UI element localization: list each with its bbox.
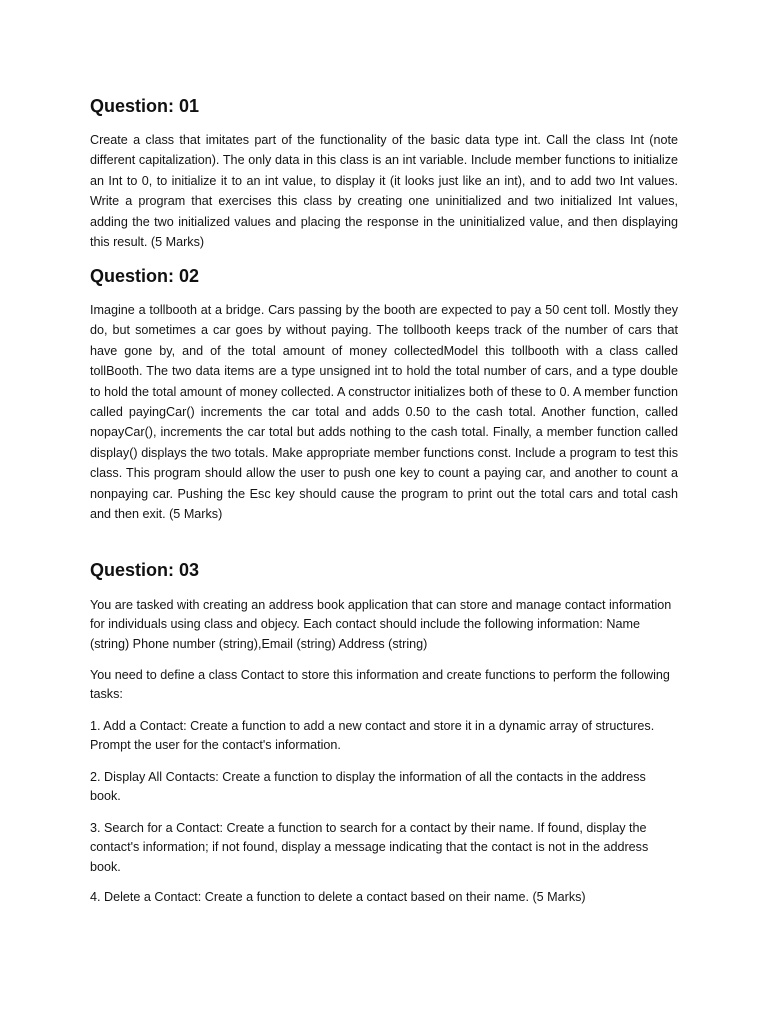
question-03-title: Question: 03 — [90, 560, 200, 580]
question-02-title: Question: 02 — [90, 266, 200, 286]
question-03-task-3: 3. Search for a Contact: Create a function to search for a contact by their name. If found, display the contact's information; if not found, display a message indicating that the contact is not in the address book. — [90, 821, 649, 874]
question-03-task-1: 1. Add a Contact: Create a function to add a new contact and store it in a dynamic array of structures. Prompt the user for the contact's information. — [90, 719, 655, 753]
question-02-text: Imagine a tollbooth at a bridge. Cars passing by the booth are expected to pay a 50 cent toll. Mostly they do, but sometimes a car goes by without paying. The tollbooth keeps track of the number of cars that have gone by, and of the total amount of money collectedModel this tollbooth with a class called tollBooth. The two data items are a type unsigned int to hold the total number of cars, and a type double to hold the total amount of money collected. A constructor initializes both of these to 0. A member function called payingCar() increments the car total and adds 0.50 to the cash total. Another function, called nopayCar(), increments the car total but adds nothing to the cash total. Finally, a member function called display() displays the two totals. Make appropriate member functions const. Include a program to test this class. This program should allow the user to push one key to count a paying car, and another to count a nonpaying car. Pushing the Esc key should cause the program to print out the total cars and total cash and then exit. (5 Marks) — [90, 303, 678, 522]
question-01-text: Create a class that imitates part of the functionality of the basic data type int. Call the class Int (note different capitalization). The only data in this class is an int variable. Include member functions to initialize an Int to 0, to initialize it to an int value, to display it (it looks just like an int), and to add two Int values. Write a program that exercises this class by creating one uninitialized and two initialized Int values, adding the two initialized values and placing the response in the uninitialized value, and then displaying this result. (5 Marks) — [90, 133, 678, 250]
question-03-task-2: 2. Display All Contacts: Create a function to display the information of all the contacts in the address book. — [90, 770, 646, 804]
question-03-task-4: 4. Delete a Contact: Create a function to delete a contact based on their name. (5 Marks) — [90, 890, 586, 904]
question-01-title: Question: 01 — [90, 96, 200, 116]
question-03-intro: You are tasked with creating an address book application that can store and manage contact information for individuals using class and objecy. Each contact should include the following information: Name (string) Phone number (string),Email (string) Address (string) — [90, 598, 672, 651]
question-03-task-intro: You need to define a class Contact to store this information and create functions to perform the following tasks: — [90, 668, 670, 702]
